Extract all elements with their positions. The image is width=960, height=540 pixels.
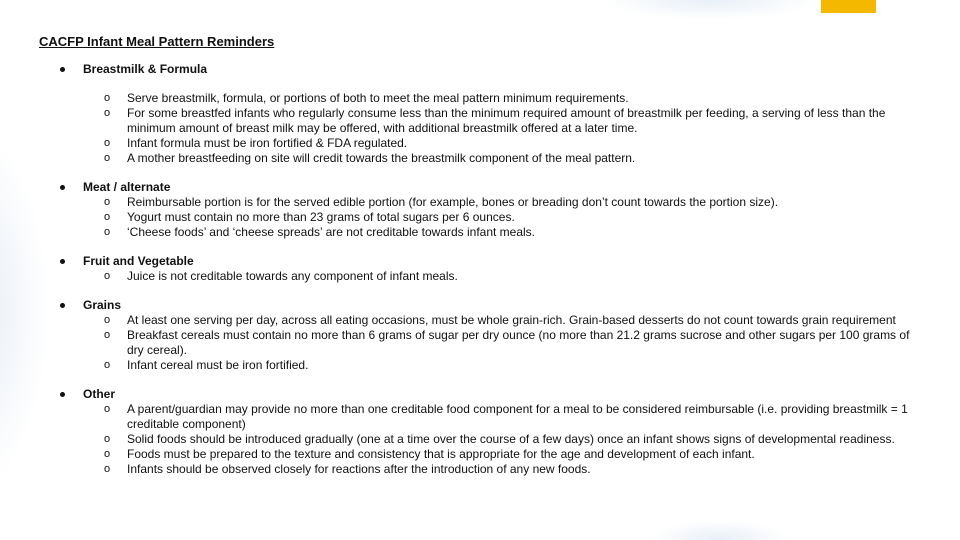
background-glow-bottom — [650, 520, 790, 540]
list-item: o Reimbursable portion is for the served edible portion (for example, bones or breading don’t count towards the portion size). — [104, 195, 779, 209]
list-item: o Foods must be prepared to the texture and consistency that is appropriate for the age and development of each infant. — [104, 447, 755, 461]
bullet-icon — [60, 392, 65, 397]
sub-list — [39, 91, 919, 166]
circle-bullet-icon: o — [104, 211, 111, 223]
section-heading-label: Meat / alternate — [83, 180, 171, 194]
circle-bullet-icon: o — [104, 463, 111, 475]
circle-bullet-icon: o — [104, 433, 111, 445]
circle-bullet-icon: o — [104, 137, 111, 149]
section-meat-alternate — [39, 180, 919, 240]
sub-list — [39, 402, 919, 477]
circle-bullet-icon: o — [104, 403, 111, 415]
accent-bar — [821, 0, 876, 13]
bullet-icon — [60, 185, 65, 190]
list-item: o Breakfast cereals must contain no more than 6 grams of sugar per dry ounce (no more than 21.2 grams sucrose and other sugars per 100 grams of dry cereal). — [104, 328, 910, 357]
sub-list — [39, 195, 919, 240]
section-fruit-vegetable — [39, 254, 919, 284]
circle-bullet-icon: o — [104, 314, 111, 326]
section-heading — [39, 62, 919, 77]
list-item: o Juice is not creditable towards any component of infant meals. — [104, 269, 458, 283]
bullet-icon — [60, 303, 65, 308]
circle-bullet-icon: o — [104, 226, 111, 238]
circle-bullet-icon: o — [104, 152, 111, 164]
list-item: o Serve breastmilk, formula, or portions of both to meet the meal pattern minimum requirements. — [104, 91, 629, 105]
sub-list — [39, 313, 919, 373]
section-heading — [39, 180, 919, 195]
section-heading — [39, 254, 919, 269]
list-item: o Infants should be observed closely for reactions after the introduction of any new foods. — [104, 462, 591, 476]
background-glow-top — [600, 0, 820, 20]
list-item: o Infant cereal must be iron fortified. — [104, 358, 309, 372]
section-grains — [39, 298, 919, 373]
sub-list — [39, 269, 919, 284]
circle-bullet-icon: o — [104, 448, 111, 460]
document-title: CACFP Infant Meal Pattern Reminders — [39, 34, 275, 49]
circle-bullet-icon: o — [104, 92, 111, 104]
list-item: o ‘Cheese foods’ and ‘cheese spreads’ are not creditable towards infant meals. — [104, 225, 536, 239]
circle-bullet-icon: o — [104, 359, 111, 371]
circle-bullet-icon: o — [104, 329, 111, 341]
list-item: o A parent/guardian may provide no more than one creditable food component for a meal to be considered reimbursable (i.e. providing breastmilk = 1 creditable component) — [104, 402, 908, 431]
section-heading-label: Grains — [83, 298, 122, 312]
circle-bullet-icon: o — [104, 107, 111, 119]
section-breastmilk-formula — [39, 62, 919, 166]
section-heading — [39, 387, 919, 402]
section-heading-label: Breastmilk & Formula — [83, 62, 208, 76]
list-item: o A mother breastfeeding on site will credit towards the breastmilk component of the meal pattern. — [104, 151, 636, 165]
section-heading-label: Other — [83, 387, 116, 401]
bullet-icon — [60, 259, 65, 264]
list-item: o For some breastfed infants who regularly consume less than the minimum required amount of breastmilk per feeding, a serving of less than the minimum amount of breast milk may be offered, with additional breastmilk offered at a later time. — [104, 106, 886, 135]
document-body — [39, 33, 919, 477]
list-item: o At least one serving per day, across all eating occasions, must be whole grain-rich. Grain-based desserts do not count towards grain requirement — [104, 313, 896, 327]
section-heading-label: Fruit and Vegetable — [83, 254, 194, 268]
bullet-icon — [60, 67, 65, 72]
list-item: o Infant formula must be iron fortified & FDA regulated. — [104, 136, 408, 150]
section-heading — [39, 298, 919, 313]
circle-bullet-icon: o — [104, 270, 111, 282]
circle-bullet-icon: o — [104, 196, 111, 208]
list-item: o Solid foods should be introduced gradually (one at a time over the course of a few days) once an infant shows signs of developmental readiness. — [104, 432, 895, 446]
section-other — [39, 387, 919, 477]
list-item: o Yogurt must contain no more than 23 grams of total sugars per 6 ounces. — [104, 210, 515, 224]
